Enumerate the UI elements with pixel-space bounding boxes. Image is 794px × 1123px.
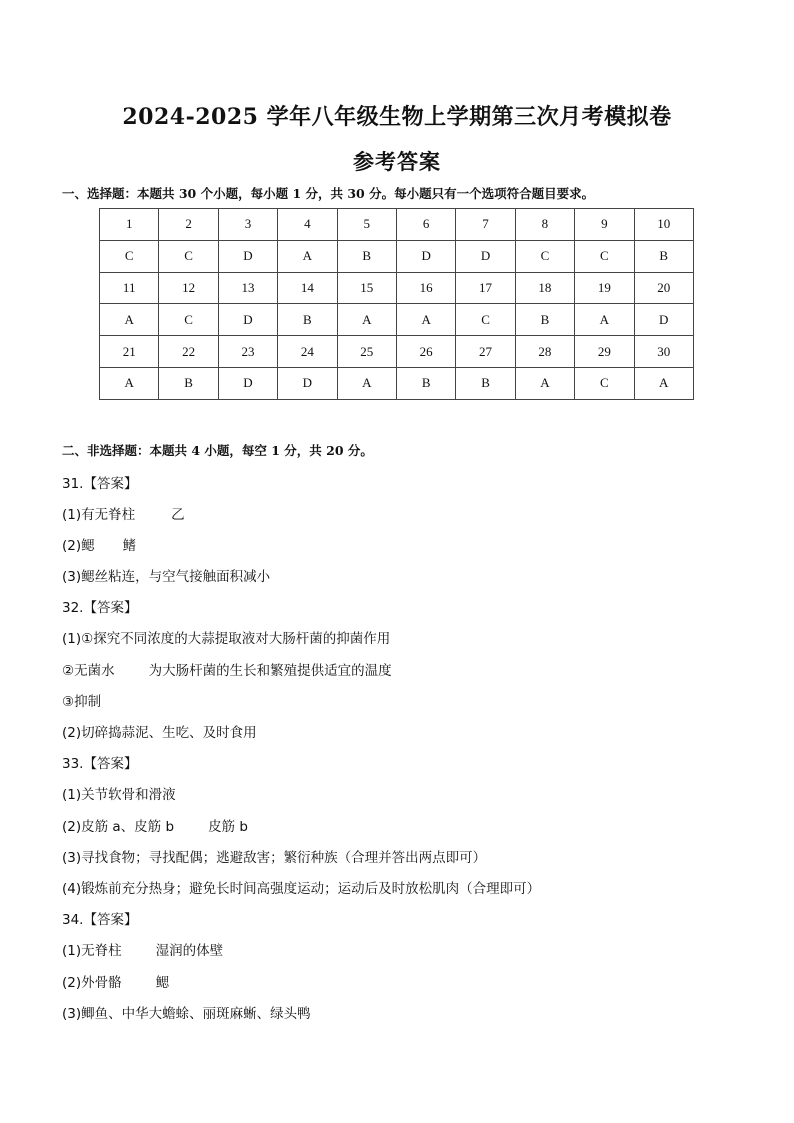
- page-subtitle: 参考答案: [353, 149, 441, 174]
- question-number-row: [100, 272, 694, 304]
- question-number-cell: 14: [278, 272, 337, 304]
- question-number-cell: 18: [515, 272, 574, 304]
- question-number-cell: 6: [396, 209, 455, 241]
- answer-cell: C: [159, 304, 218, 336]
- section-2-heading: 二、非选择题：本题共 4 小题，每空 1 分，共 20 分。: [62, 443, 373, 458]
- answer-cell: B: [337, 240, 396, 272]
- question-number-cell: 24: [278, 336, 337, 368]
- q32-answer-2b: 为大肠杆菌的生长和繁殖提供适宜的温度: [148, 663, 392, 679]
- question-number-cell: 30: [634, 336, 693, 368]
- answer-cell: B: [456, 367, 515, 399]
- question-number-cell: 13: [218, 272, 277, 304]
- answer-table: [99, 208, 694, 400]
- answer-cell: C: [575, 240, 634, 272]
- q31-answer-1b: 乙: [171, 507, 185, 523]
- q31-answer-3: (3)鳃丝粘连，与空气接触面积减小: [62, 569, 271, 585]
- question-number-cell: 5: [337, 209, 396, 241]
- page-title: 2024-2025 学年八年级生物上学期第三次月考模拟卷: [122, 104, 672, 130]
- question-number-cell: 1: [100, 209, 159, 241]
- q32-header: 32.【答案】: [62, 600, 138, 616]
- answer-cell: A: [337, 367, 396, 399]
- answer-cell: A: [100, 367, 159, 399]
- answer-cell: A: [100, 304, 159, 336]
- answer-cell: D: [456, 240, 515, 272]
- answer-row: [100, 240, 694, 272]
- question-number-cell: 29: [575, 336, 634, 368]
- question-number-cell: 17: [456, 272, 515, 304]
- q31-answer-2: [62, 534, 136, 554]
- question-number-cell: 11: [100, 272, 159, 304]
- answer-row: [100, 304, 694, 336]
- q32-answer-1: (1)①探究不同浓度的大蒜提取液对大肠杆菌的抑菌作用: [62, 631, 391, 647]
- question-number-cell: 15: [337, 272, 396, 304]
- q34-answer-1a: (1)无脊柱: [62, 943, 122, 959]
- section-1-heading: 一、选择题：本题共 30 个小题，每小题 1 分，共 30 分。每小题只有一个选项符合题目要求。: [62, 186, 595, 201]
- q31-answer-2a: (2)鳃: [62, 538, 95, 554]
- answer-cell: A: [396, 304, 455, 336]
- q32-answer-2a: ②无菌水: [62, 663, 115, 679]
- answer-row: [100, 367, 694, 399]
- question-number-cell: 27: [456, 336, 515, 368]
- q34-answer-2a: (2)外骨骼: [62, 975, 122, 991]
- answer-cell: A: [575, 304, 634, 336]
- answer-cell: B: [396, 367, 455, 399]
- answer-cell: B: [634, 240, 693, 272]
- question-number-cell: 7: [456, 209, 515, 241]
- q32-answer-2: [62, 659, 392, 679]
- question-number-cell: 2: [159, 209, 218, 241]
- q31-answer-1a: (1)有无脊柱: [62, 507, 136, 523]
- q34-answer-1: [62, 939, 223, 959]
- question-number-cell: 20: [634, 272, 693, 304]
- q33-answer-1: (1)关节软骨和滑液: [62, 787, 176, 803]
- question-number-cell: 3: [218, 209, 277, 241]
- question-number-cell: 21: [100, 336, 159, 368]
- question-number-cell: 16: [396, 272, 455, 304]
- question-number-cell: 8: [515, 209, 574, 241]
- answer-cell: B: [515, 304, 574, 336]
- answer-cell: D: [218, 240, 277, 272]
- q33-answer-4: (4)锻炼前充分热身；避免长时间高强度运动；运动后及时放松肌肉（合理即可）: [62, 881, 541, 897]
- answer-cell: B: [159, 367, 218, 399]
- answer-cell: D: [218, 304, 277, 336]
- q34-header: 34.【答案】: [62, 912, 138, 928]
- q33-answer-3: (3)寻找食物；寻找配偶；逃避敌害；繁衍种族（合理并答出两点即可）: [62, 850, 487, 866]
- question-number-cell: 22: [159, 336, 218, 368]
- q34-answer-3: (3)鲫鱼、中华大蟾蜍、丽斑麻蜥、绿头鸭: [62, 1006, 311, 1022]
- q33-header: 33.【答案】: [62, 756, 138, 772]
- q34-answer-1b: 湿润的体壁: [155, 943, 224, 959]
- q31-answer-1: [62, 503, 185, 523]
- q32-answer-4: (2)切碎捣蒜泥、生吃、及时食用: [62, 725, 257, 741]
- question-number-cell: 19: [575, 272, 634, 304]
- q33-answer-2: [62, 815, 248, 835]
- q32-answer-3: ③抑制: [62, 694, 102, 710]
- question-number-cell: 26: [396, 336, 455, 368]
- answer-cell: C: [456, 304, 515, 336]
- q33-answer-2b: 皮筋 b: [208, 819, 248, 835]
- question-number-cell: 10: [634, 209, 693, 241]
- question-number-row: [100, 209, 694, 241]
- question-number-cell: 4: [278, 209, 337, 241]
- question-number-cell: 25: [337, 336, 396, 368]
- question-number-cell: 28: [515, 336, 574, 368]
- answer-cell: D: [218, 367, 277, 399]
- answer-cell: C: [100, 240, 159, 272]
- answer-cell: D: [396, 240, 455, 272]
- answer-cell: D: [278, 367, 337, 399]
- answer-cell: A: [515, 367, 574, 399]
- answer-cell: A: [278, 240, 337, 272]
- answer-cell: C: [159, 240, 218, 272]
- answer-cell: B: [278, 304, 337, 336]
- answer-cell: A: [337, 304, 396, 336]
- question-number-row: [100, 336, 694, 368]
- question-number-cell: 12: [159, 272, 218, 304]
- q34-answer-2b: 鳃: [155, 975, 170, 991]
- q33-answer-2a: (2)皮筋 a、皮筋 b: [62, 819, 175, 835]
- question-number-cell: 23: [218, 336, 277, 368]
- question-number-cell: 9: [575, 209, 634, 241]
- answer-cell: C: [515, 240, 574, 272]
- q31-header: 31.【答案】: [62, 476, 138, 492]
- answer-cell: D: [634, 304, 693, 336]
- q31-answer-2b: 鳍: [122, 538, 137, 554]
- answer-cell: A: [634, 367, 693, 399]
- answer-cell: C: [575, 367, 634, 399]
- q34-answer-2: [62, 971, 169, 991]
